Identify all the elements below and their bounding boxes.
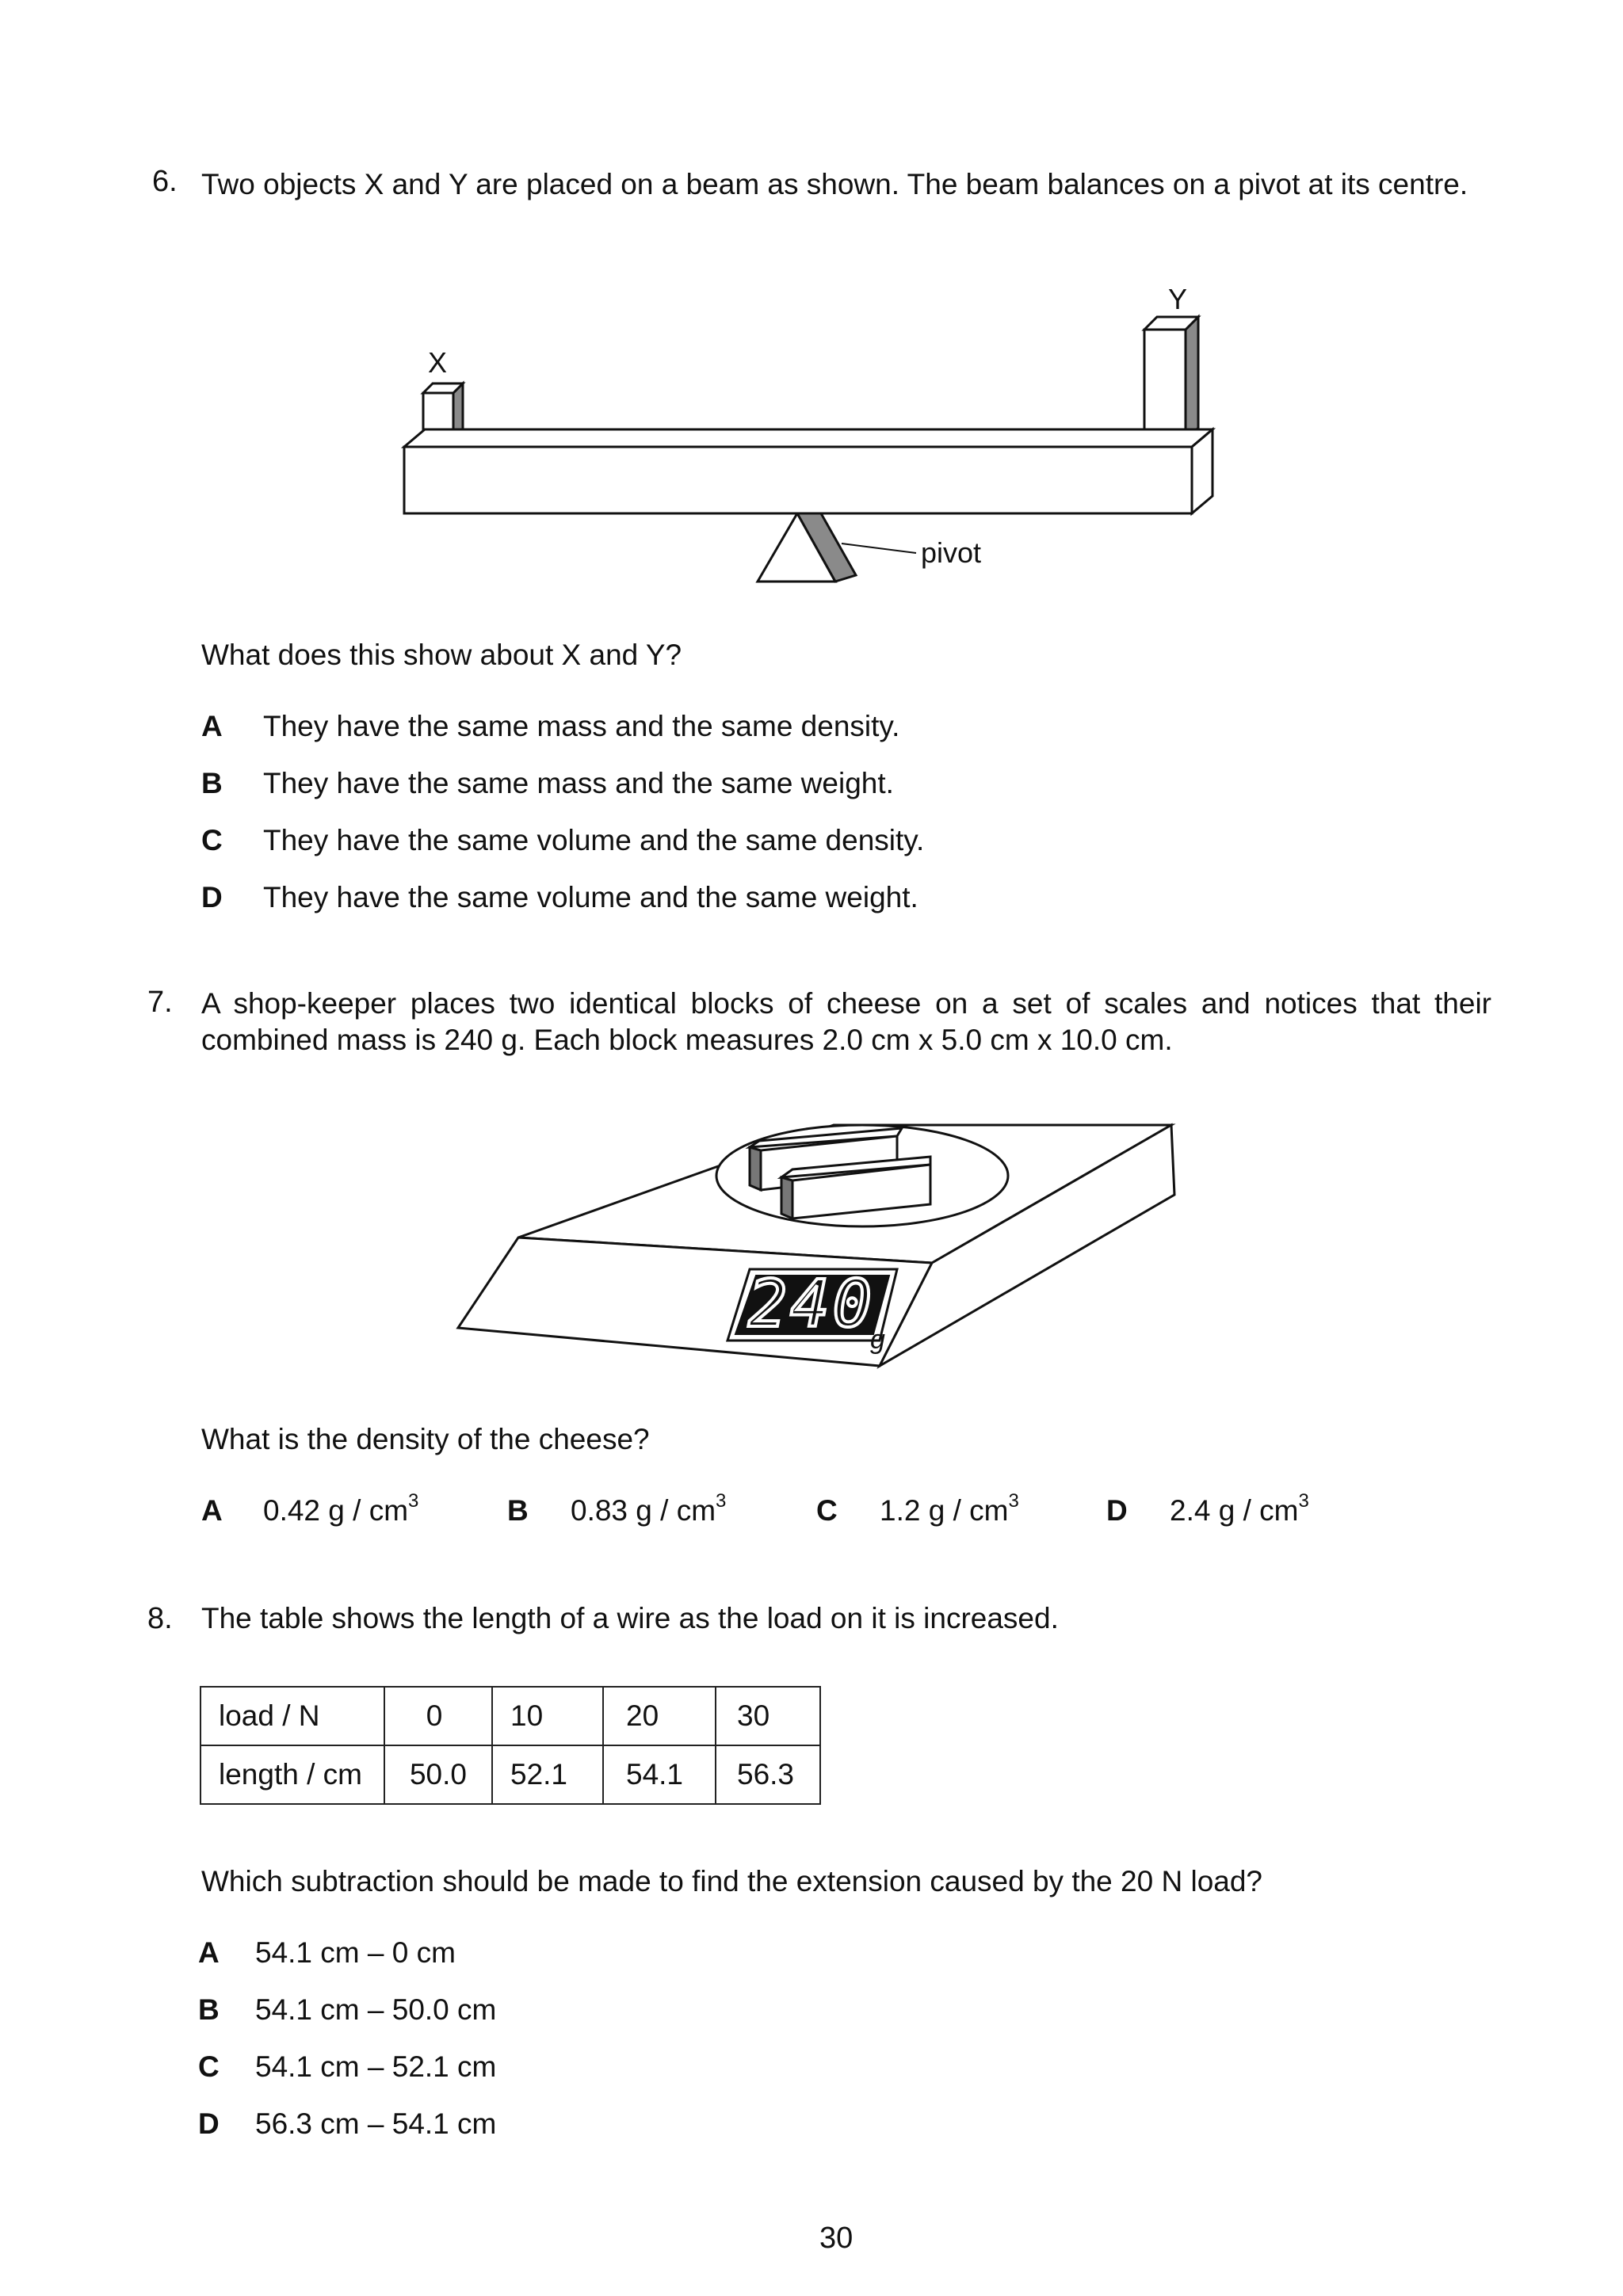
option-text: 54.1 cm – 52.1 cm (255, 2050, 497, 2083)
option-letter: C (198, 2050, 220, 2083)
option-text: They have the same mass and the same density. (263, 710, 900, 742)
table-cell: 52.1 (492, 1745, 603, 1804)
table-row (200, 1745, 820, 1804)
question-6-number: 6. (152, 165, 178, 198)
option-letter: A (201, 710, 223, 742)
table-cell: 0 (384, 1687, 492, 1745)
option-letter: B (198, 1993, 220, 2026)
beam-top (404, 429, 1212, 447)
table-row (200, 1687, 820, 1745)
option-letter: A (198, 1936, 220, 1969)
scale-display-reading: 240 (747, 1267, 876, 1342)
option-letter: D (1106, 1494, 1128, 1527)
question-6-prompt: What does this show about X and Y? (201, 639, 682, 671)
option-value: 0.83 g / $cm^3$ (571, 1489, 727, 1527)
option-value: 0.42 g / $cm^3$ (263, 1489, 419, 1527)
option-text: 54.1 cm – 50.0 cm (255, 1993, 497, 2026)
option-text: They have the same mass and the same weight. (263, 767, 894, 799)
option-letter: D (201, 881, 223, 913)
question-7-text: A shop-keeper places two identical blocks of cheese on a set of scales and notices that their combined mass is 240 g. Each block measures 2.0 cm x 5.0 cm x 10.0 cm. (201, 987, 1491, 1056)
question-8-text: The table shows the length of a wire as the load on it is increased. (201, 1602, 1059, 1634)
option-text: 56.3 cm – 54.1 cm (255, 2107, 497, 2140)
table-cell: length / cm (200, 1745, 384, 1804)
option-letter: B (201, 767, 223, 799)
scale-display-unit: g (870, 1325, 885, 1355)
question-8-number: 8. (147, 1602, 173, 1635)
option-letter: D (198, 2107, 220, 2140)
option-letter: A (201, 1494, 223, 1527)
option-value: 2.4 g / $cm^3$ (1170, 1489, 1309, 1527)
beam-front (404, 447, 1192, 513)
load-length-table (200, 1686, 821, 1805)
option-text: They have the same volume and the same weight. (263, 881, 918, 913)
question-7-number: 7. (147, 986, 173, 1019)
question-8-prompt: Which subtraction should be made to find the extension caused by the 20 N load? (201, 1865, 1263, 1897)
question-6-text: Two objects X and Y are placed on a beam as shown. The beam balances on a pivot at its centre. (201, 168, 1468, 200)
table-cell: 50.0 (384, 1745, 492, 1804)
option-letter: B (507, 1494, 529, 1527)
label-y: Y (1167, 283, 1188, 315)
table-cell: 56.3 (716, 1745, 820, 1804)
option-letter: C (201, 824, 223, 856)
question-7-prompt: What is the density of the cheese? (201, 1423, 650, 1455)
block-y-side (1186, 317, 1198, 441)
page-number: 30 (819, 2222, 854, 2255)
table-cell: load / N (200, 1687, 384, 1745)
table-cell: 10 (492, 1687, 603, 1745)
table-cell: 30 (716, 1687, 820, 1745)
option-letter: C (816, 1494, 838, 1527)
label-pivot: pivot (921, 536, 982, 569)
block-y-front (1144, 330, 1186, 441)
table-cell: 20 (603, 1687, 716, 1745)
option-text: They have the same volume and the same density. (263, 824, 925, 856)
kitchen-scale-diagram (0, 1101, 1623, 1386)
option-value: 1.2 g / $cm^3$ (880, 1489, 1019, 1527)
table-cell: 54.1 (603, 1745, 716, 1804)
label-x: X (427, 346, 448, 379)
option-text: 54.1 cm – 0 cm (255, 1936, 456, 1969)
